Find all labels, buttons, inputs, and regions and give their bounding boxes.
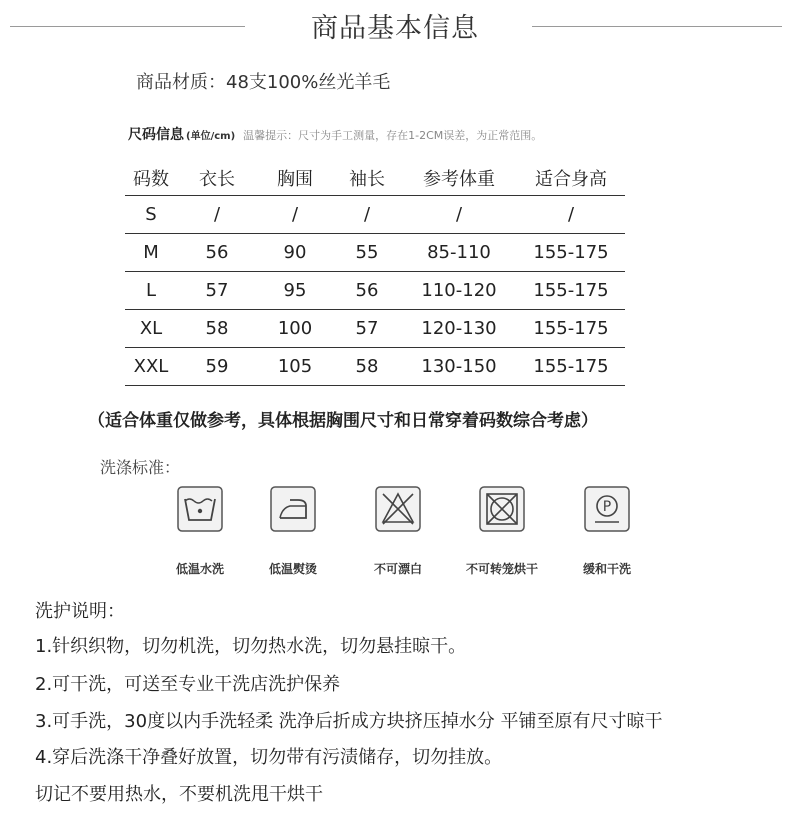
table-cell: S — [125, 196, 177, 234]
table-cell: 85-110 — [401, 234, 517, 272]
low-temp-iron-icon — [270, 486, 316, 532]
header-cell-height: 适合身高 — [517, 160, 625, 196]
gentle-dry-clean-icon — [584, 486, 630, 532]
table-cell: / — [333, 196, 401, 234]
table-cell: / — [517, 196, 625, 234]
care-item-low-temp-iron — [233, 486, 353, 577]
care-instruction: 4.穿后洗涤干净叠好放置，切勿带有污渍储存，切勿挂放。 — [35, 747, 503, 768]
table-row — [125, 348, 625, 386]
no-bleach-icon — [375, 486, 421, 532]
table-cell: 58 — [177, 310, 257, 348]
table-cell: 110-120 — [401, 272, 517, 310]
table-row — [125, 234, 625, 272]
header-cell-length: 衣长 — [177, 160, 257, 196]
care-instruction: 2.可干洗，可送至专业干洗店洗护保养 — [35, 674, 341, 695]
table-cell: / — [177, 196, 257, 234]
table-row — [125, 272, 625, 310]
table-cell: / — [401, 196, 517, 234]
table-cell: 95 — [257, 272, 333, 310]
table-cell: 155-175 — [517, 234, 625, 272]
table-cell: 59 — [177, 348, 257, 386]
table-cell: 130-150 — [401, 348, 517, 386]
table-cell: XL — [125, 310, 177, 348]
svg-text:P: P — [602, 499, 612, 515]
size-table-header-row — [125, 160, 625, 196]
size-info-heading — [128, 124, 542, 144]
table-cell: 105 — [257, 348, 333, 386]
table-cell: 56 — [177, 234, 257, 272]
table-cell: 155-175 — [517, 348, 625, 386]
weight-note: （适合体重仅做参考，具体根据胸围尺寸和日常穿着码数综合考虑） — [88, 411, 598, 431]
care-label: 低温水洗 — [175, 562, 224, 576]
table-row — [125, 310, 625, 348]
table-cell: 100 — [257, 310, 333, 348]
no-tumble-dry-icon — [479, 486, 525, 532]
size-info-unit: (单位/cm) — [186, 131, 236, 142]
care-item-gentle-dry-clean — [547, 486, 667, 577]
table-cell: 58 — [333, 348, 401, 386]
table-cell: L — [125, 272, 177, 310]
care-heading: 洗护说明： — [35, 601, 125, 622]
care-label: 不可漂白 — [373, 562, 422, 576]
title-divider-right — [532, 26, 782, 27]
table-cell: / — [257, 196, 333, 234]
care-instruction: 3.可手洗，30度以内手洗轻柔 洗净后折成方块挤压掉水分 平铺至原有尺寸晾干 — [35, 711, 663, 732]
care-instruction: 切记不要用热水，不要机洗甩干烘干 — [35, 784, 323, 805]
care-label: 低温熨烫 — [268, 562, 317, 576]
table-cell: 57 — [177, 272, 257, 310]
wash-standard-title: 洗涤标准： — [100, 458, 181, 477]
table-cell: 56 — [333, 272, 401, 310]
care-instruction: 1.针织织物，切勿机洗，切勿热水洗，切勿悬挂晾干。 — [35, 636, 467, 657]
table-cell: 57 — [333, 310, 401, 348]
header-cell-bust: 胸围 — [257, 160, 333, 196]
table-row — [125, 196, 625, 234]
page-title: 商品基本信息 — [311, 13, 479, 44]
table-cell: 155-175 — [517, 310, 625, 348]
care-label: 不可转笼烘干 — [465, 562, 538, 576]
header-cell-sleeve: 袖长 — [333, 160, 401, 196]
table-cell: 120-130 — [401, 310, 517, 348]
low-temp-wash-icon — [177, 486, 223, 532]
size-info-title: 尺码信息 — [128, 127, 184, 143]
table-cell: M — [125, 234, 177, 272]
table-cell: 90 — [257, 234, 333, 272]
care-item-no-bleach — [338, 486, 458, 577]
header-cell-size: 码数 — [125, 160, 177, 196]
table-cell: 55 — [333, 234, 401, 272]
table-cell: 155-175 — [517, 272, 625, 310]
size-table — [125, 160, 625, 386]
material-line: 商品材质：48支100%丝光羊毛 — [136, 72, 391, 93]
care-label: 缓和干洗 — [582, 562, 631, 576]
care-item-no-tumble-dry — [442, 486, 562, 577]
size-info-tip: 温馨提示：尺寸为手工测量，存在1-2CM误差，为正常范围。 — [243, 129, 543, 142]
header-cell-weight: 参考体重 — [401, 160, 517, 196]
table-cell: XXL — [125, 348, 177, 386]
